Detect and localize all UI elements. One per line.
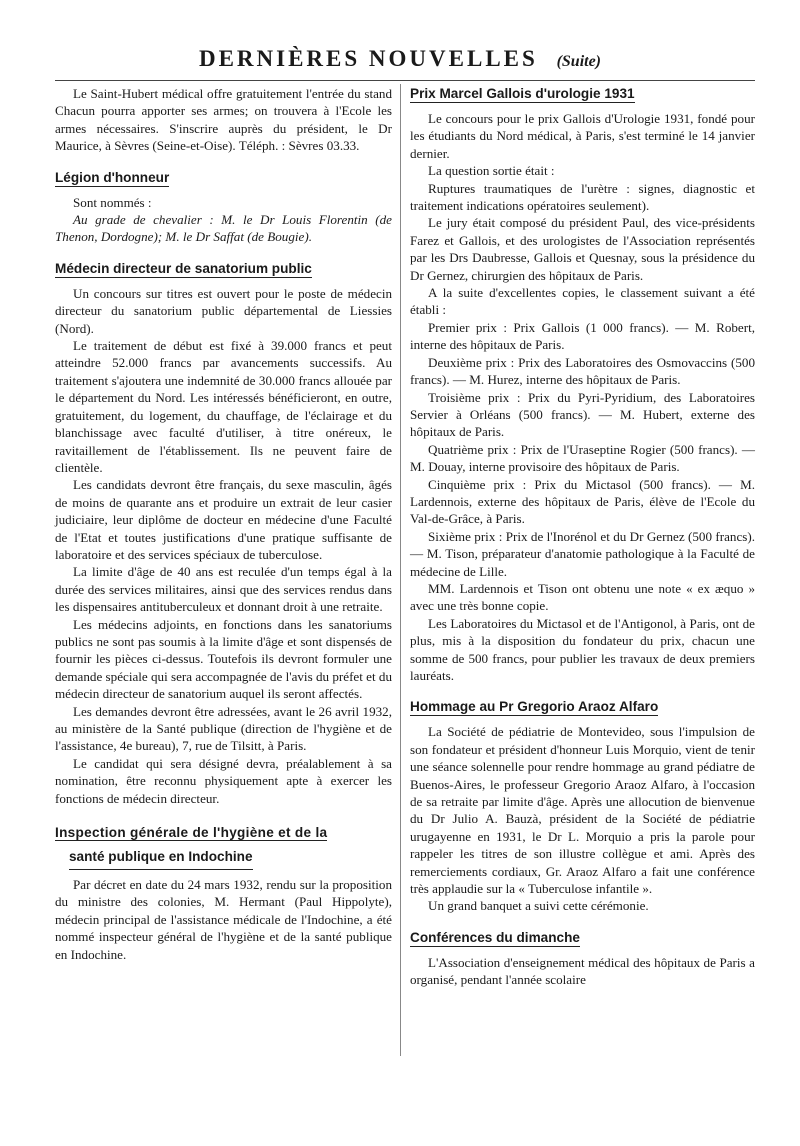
prize-entry: Sixième prix : Prix de l'Inorénol et du Dr Gernez (500 francs). — M. Tison, préparateur d'anatomie pathologique à la Faculté de médecine de Lille. xyxy=(410,528,755,579)
paragraph: La question sortie était : xyxy=(428,163,555,179)
paragraph: Ruptures traumatiques de l'urètre : signes, diagnostic et traitement indications opératoires seulement). xyxy=(410,180,755,214)
paragraph: La limite d'âge de 40 ans est reculée d'un temps égal à la durée des services militaires, ainsi que des services rendus dans les dispensaires antituberculeux et donnant droit à une retraite. xyxy=(55,564,392,615)
paragraph: L'Association d'enseignement médical des hôpitaux de Paris a organisé, pendant l'année scolaire xyxy=(410,954,755,988)
paragraph: Un concours sur titres est ouvert pour le poste de médecin directeur du sanatorium public départemental de Liessies (Nord). xyxy=(55,285,392,336)
prize-entry: Deuxième prix : Prix des Laboratoires des Osmovaccins (500 francs). — M. Hurez, interne des hôpitaux de Paris. xyxy=(410,354,755,388)
header-rule xyxy=(55,80,755,81)
header-title: DERNIÈRES NOUVELLES xyxy=(198,46,538,71)
column-divider xyxy=(400,84,401,1056)
heading-line-2: santé publique en Indochine xyxy=(69,845,253,870)
section-prix-gallois xyxy=(410,85,755,684)
prize-entry: Premier prix : Prix Gallois (1 000 francs). — M. Robert, interne des hôpitaux de Paris. xyxy=(410,319,755,353)
section-legion xyxy=(55,169,392,246)
prize-entry: Quatrième prix : Prix de l'Uraseptine Rogier (500 francs). — M. Douay, interne provisoire des hôpitaux de Paris. xyxy=(410,441,755,475)
right-column xyxy=(410,85,755,989)
paragraph: Le jury était composé du président Paul, des vice-présidents Farez et Gallois, et des urologistes de l'Association représentés par les Drs Daubresse, Gallois et Quesnay, sous la présidence du Dr Gernez, chirurgien des hôpitaux de Paris. xyxy=(410,215,755,283)
paragraph: Sont nommés : xyxy=(73,194,152,210)
paragraph: La Société de pédiatrie de Montevideo, sous l'impulsion de son fondateur et président d'honneur Luis Morquio, vient de tenir une séance solennelle pour rendre hommage au grand pédiatre de Buenos-Aires, le professeur Gregorio Araoz Alfaro, à l'occasion de sa retraite par limite d'âge. Après une allocution de bienvenue du Dr Julio A. Bauzà, président de la Société de pédiatrie urugayenne en 1931, le Dr L. Morquio a pris la parole pour rappeler les titres de son illustre collègue et ami. Après des remerciements cordiaux, Gr. Araoz Alfaro a fait une conférence très applaudie sur la « Tuberculose infantile ». xyxy=(410,724,755,897)
paragraph: Par décret en date du 24 mars 1932, rendu sur la proposition du ministre des colonies, M. Hermant (Paul Hippolyte), médecin principal de l'assistance médicale de l'Indochine, a été nommé inspecteur général de l'hygiène et de la santé publique en Indochine. xyxy=(55,877,392,962)
paragraph: Un grand banquet a suivi cette cérémonie. xyxy=(428,898,649,914)
paragraph: Le traitement de début est fixé à 39.000 francs et peut atteindre 52.000 francs par avancements successifs. Au traitement s'ajoutera une indemnité de 30.000 francs allouée par le département du Nord. Les intéressés bénéficieront, en outre, gratuitement, du logement, du chauffage, de l'éclairage et du blanchissage avec faculté d'utiliser, à titre onéreux, le ravitaillement de l'établissement. Ils ne peuvent faire de clientèle. xyxy=(55,338,392,475)
section-heading: Conférences du dimanche xyxy=(410,929,580,945)
section-inspection xyxy=(55,821,392,963)
prize-entry: Troisième prix : Prix du Pyri-Pyridium, des Laboratoires Servier à Orléans (500 francs). — M. Hubert, externe des hôpitaux de Paris. xyxy=(410,389,755,440)
section-heading xyxy=(55,821,392,870)
paragraph: Les demandes devront être adressées, avant le 26 avril 1932, au ministère de la Santé publique (direction de l'hygiène et de l'assistance, 4e bureau), 7, rue de Tilsitt, à Paris. xyxy=(55,703,392,754)
paragraph: Les candidats devront être français, du sexe masculin, âgés de moins de quarante ans et produire un extrait de leur casier judiciaire, leur diplôme de docteur en médecine d'une Faculté de l'Etat et toutes justifications d'une pratique suffisante de laboratoire et des services spéciaux de tuberculose. xyxy=(55,477,392,562)
paragraph: Le candidat qui sera désigné devra, préalablement à sa nomination, être reconnu physiquement apte à exercer les fonctions de médecin directeur. xyxy=(55,755,392,806)
paragraph: MM. Lardennois et Tison ont obtenu une note « ex æquo » avec une très bonne copie. xyxy=(410,580,755,614)
page-header xyxy=(0,46,800,72)
intro-paragraph: Le Saint-Hubert médical offre gratuitement l'entrée du stand Chacun pourra apporter ses armes; on trouvera à l'Ecole les armes nécessaires. S'inscrire auprès du président, le Dr Maurice, à Sèvres (Seine-et-Oise). Téléph. : Sèvres 03.33. xyxy=(55,86,392,154)
paragraph: A la suite d'excellentes copies, le classement suivant a été établi : xyxy=(410,285,755,318)
prize-entry: Cinquième prix : Prix du Mictasol (500 francs). — M. Lardennois, externe des hôpitaux de Paris, élève de l'Ecole du Val-de-Grâce, à Paris. xyxy=(410,476,755,527)
paragraph: Les Laboratoires du Mictasol et de l'Antigonol, à Paris, ont de plus, mis à la disposition du fondateur du prix, chacun une somme de 500 francs, pour publier les travaux de deux premiers lauréats. xyxy=(410,615,755,683)
section-hommage xyxy=(410,698,755,914)
section-heading: Prix Marcel Gallois d'urologie 1931 xyxy=(410,86,635,101)
paragraph: Les médecins adjoints, en fonctions dans les sanatoriums publics ne sont pas soumis à la limite d'âge et sont dispensés de fournir les pièces ci-dessus. Toutefois ils devront formuler une demande spéciale qui sera accompagnée de l'avis du préfet et du médecin directeur de sanatorium auquel ils seront affectés. xyxy=(55,616,392,702)
header-suite: (Suite) xyxy=(556,53,602,70)
section-heading: Légion d'honneur xyxy=(55,169,170,185)
section-heading: Hommage au Pr Gregorio Araoz Alfaro xyxy=(410,699,659,715)
paragraph: Au grade de chevalier : M. le Dr Louis Florentin (de Thenon, Dordogne); M. le Dr Saffat (de Bougie). xyxy=(55,212,392,245)
section-heading: Médecin directeur de sanatorium public xyxy=(55,260,312,276)
section-sanatorium xyxy=(55,260,392,807)
paragraph: Le concours pour le prix Gallois d'Urologie 1931, fondé pour les étudiants du Nord médical, à Paris, s'est terminé le 14 janvier dernier. xyxy=(410,111,755,161)
heading-line-1: Inspection générale de l'hygiène et de la xyxy=(55,825,328,841)
section-conferences xyxy=(410,929,755,989)
left-column xyxy=(55,85,392,963)
